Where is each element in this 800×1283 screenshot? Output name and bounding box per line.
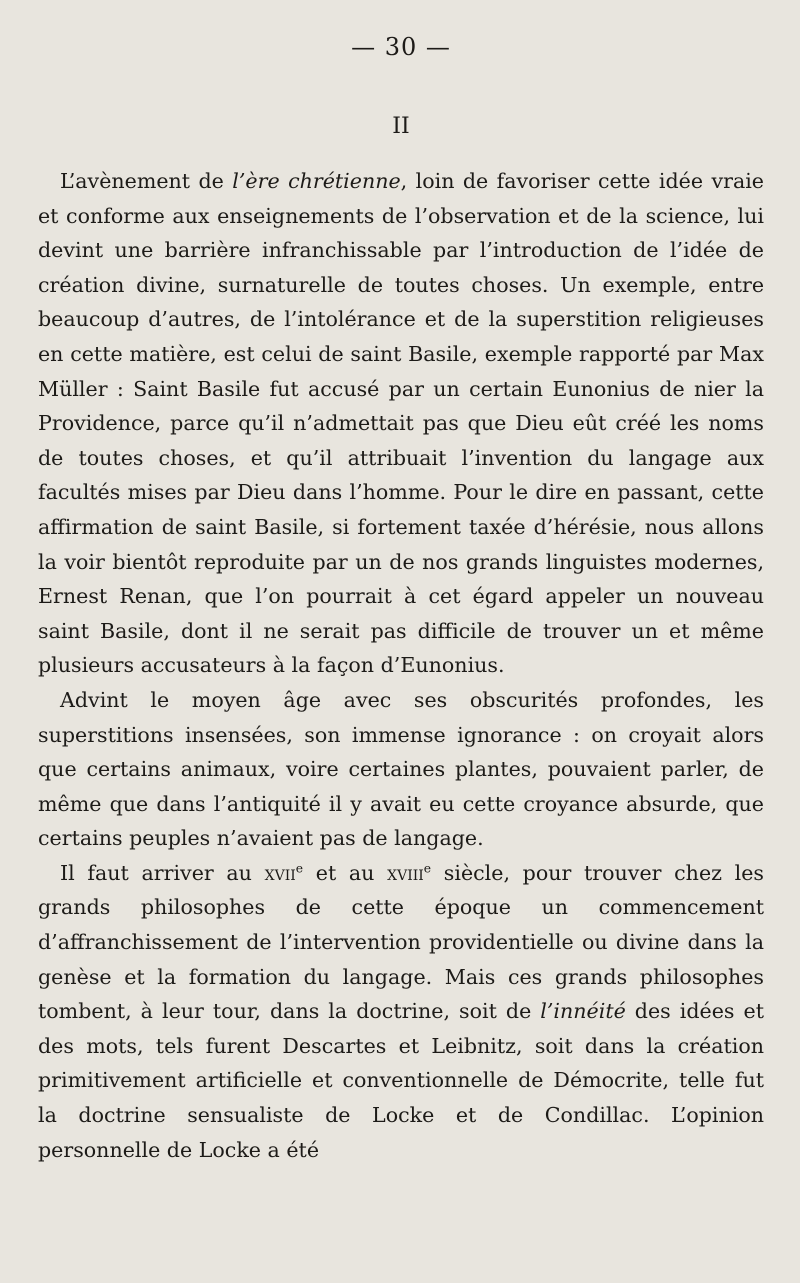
paragraph-2-text: Advint le moyen âge avec ses obscurités profondes, les superstitions insensées, son immense ignorance : on croyait alors que certains animaux, voire certaines plantes, pouvaient parler, de même que dans l’antiquité il y avait eu cette croyance absurde, que certains peuples n’avaient pas de langage. [38,687,764,851]
paragraph-1-italic: l’ère chrétienne [232,169,401,193]
century-17-sup: e [295,861,304,876]
paragraph-3-text-b: et au [303,860,388,885]
century-17: xvii [264,860,296,885]
paragraph-1-text-b: , loin de favoriser cette idée vraie et conforme aux enseignements de l’observation et de la science, lui devint une barrière infranchissable par l’introduction de l’idée de création divine, surnaturelle de toutes choses. Un exemple, entre beaucoup d’autres, de l’intolérance et de la superstition religieuses en cette matière, est celui de saint Basile, exemple rapporté par Max Müller : Saint Basile fut accusé par un certain Eunonius de nier la Providence, parce qu’il n’admettait pas que Dieu eût créé les noms de toutes choses, et qu’il attribuait l’invention du langage aux facultés mises par Dieu dans l’homme. Pour le dire en passant, cette affirmation de saint Basile, si fortement taxée d’hérésie, nous allons la voir bientôt reproduite par un de nos grands linguistes modernes, Ernest Renan, que l’on pourrait à cet égard appeler un nouveau saint Basile, dont il ne serait pas difficile de trouver un et même plusieurs accusateurs à la façon d’Eunonius. [38,169,764,678]
paragraph-1 [38,164,764,683]
paragraph-1-text-a: L’avènement de [60,169,233,193]
paragraph-3-text-d: des idées et des mots, tels furent Descartes et Leibnitz, soit dans la création primitivement artificielle et conventionnelle de Démocrite, telle fut la doctrine sensualiste de Locke et de Condillac. L’opinion personnelle de Locke a été [38,999,764,1162]
paragraph-3-text-a: Il faut arriver au [60,860,265,885]
paragraph-3-italic: l’innéité [540,999,626,1024]
century-18: xviii [387,860,424,885]
page-number: — 30 — [351,33,451,61]
century-18-sup: e [423,861,432,876]
paragraph-3-text-c: siècle, pour trouver chez les grands philosophes de cette époque un commencement d’affranchissement de l’intervention providentielle ou divine dans la genèse et la formation du langage. Mais ces grands philosophes tombent, à leur tour, dans la doctrine, soit de [38,860,764,1024]
body-text [38,164,764,1167]
paragraph-3 [38,856,764,1167]
paragraph-2 [38,683,764,856]
section-heading: II [392,114,410,139]
